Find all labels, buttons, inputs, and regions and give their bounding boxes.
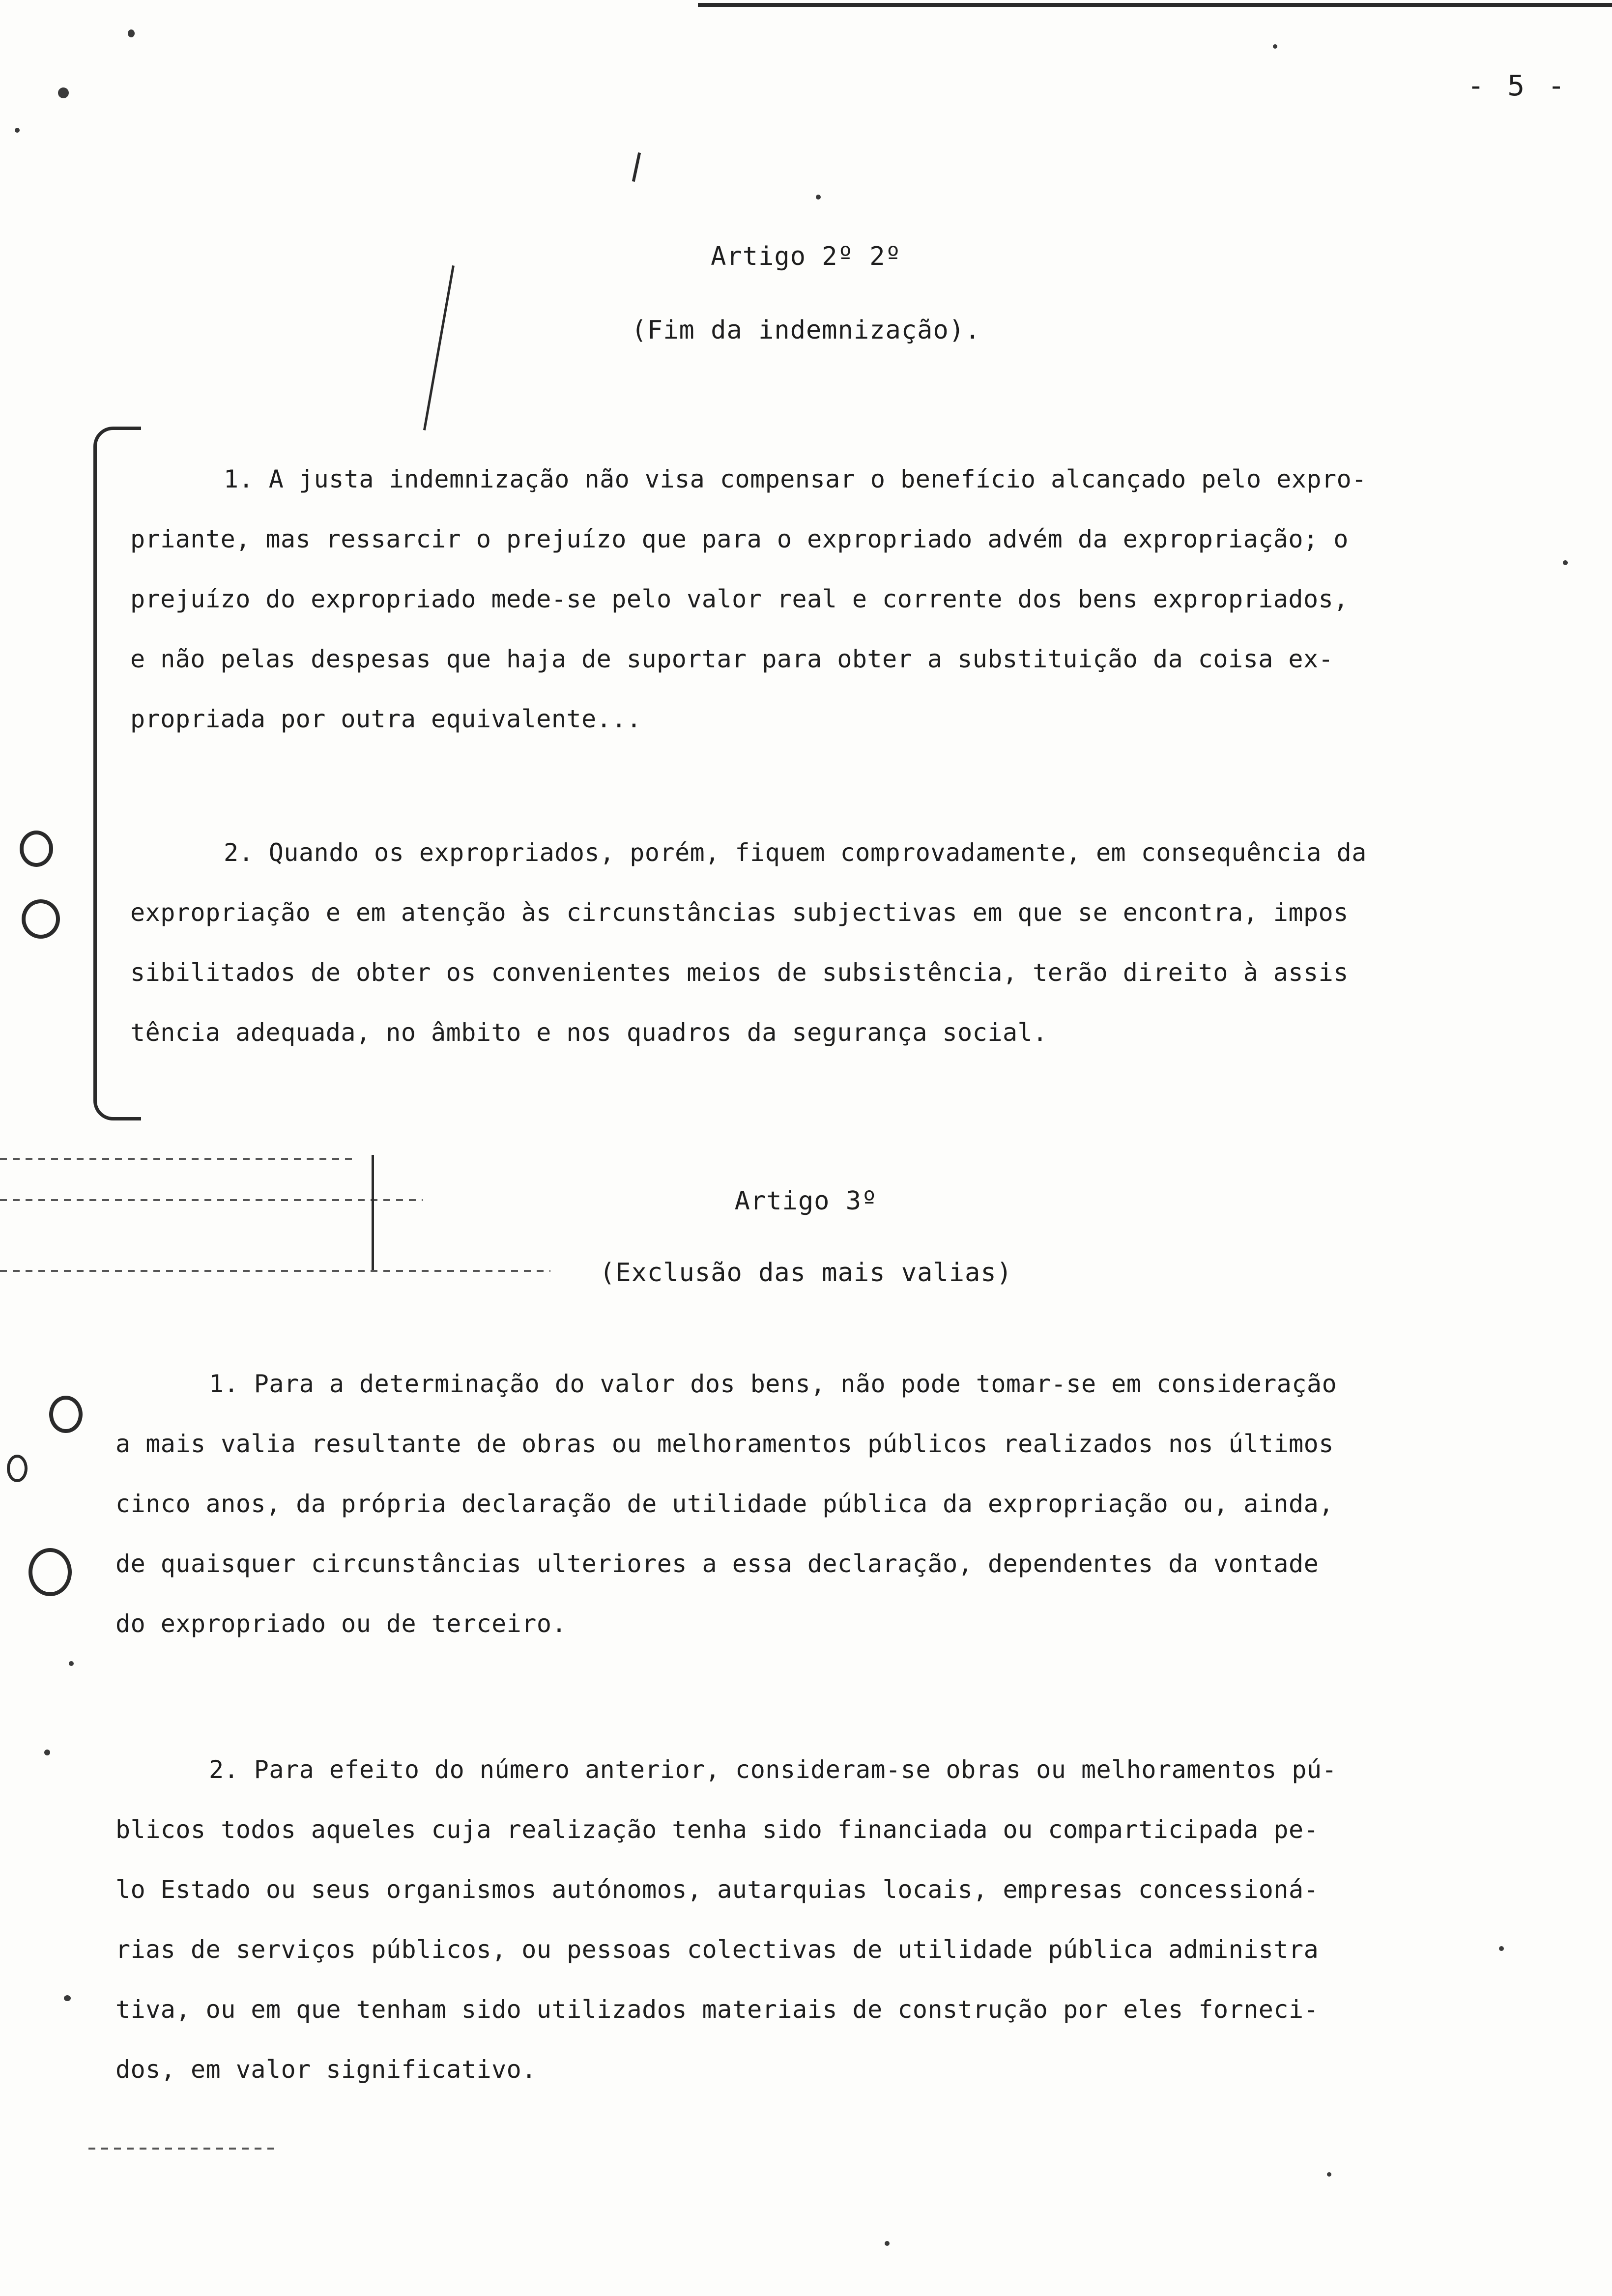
- scan-artifact-dashes: [0, 1158, 354, 1160]
- text-line: dos, em valor significativo.: [115, 2055, 537, 2084]
- article-2-subtitle: (Fim da indemnização).: [631, 316, 981, 345]
- margin-circle-mark: [49, 1396, 83, 1433]
- top-edge-rule: [698, 3, 1612, 7]
- scan-speck: [64, 1995, 71, 2001]
- scan-speck: [44, 1750, 50, 1755]
- scan-speck: [15, 128, 20, 133]
- text-line: de quaisquer circunstâncias ulteriores a essa declaração, dependentes da vontade: [115, 1550, 1319, 1578]
- text-line: 2. Para efeito do número anterior, consideram-se obras ou melhoramentos pú-: [209, 1755, 1337, 1784]
- text-line: blicos todos aqueles cuja realização tenha sido financiada ou comparticipada pe-: [115, 1815, 1319, 1844]
- scan-speck: [885, 2241, 890, 2246]
- text-line: 1. Para a determinação do valor dos bens, não pode tomar-se em consideração: [209, 1370, 1337, 1398]
- scan-speck: [1327, 2172, 1331, 2177]
- text-line: sibilitados de obter os convenientes meios de subsistência, terão direito à assis: [130, 958, 1349, 987]
- scan-speck: [1563, 560, 1568, 565]
- scan-artifact-dashes: [88, 2148, 275, 2150]
- text-line: tiva, ou em que tenham sido utilizados materiais de construção por eles forneci-: [115, 1995, 1319, 2024]
- text-line: do expropriado ou de terceiro.: [115, 1609, 567, 1638]
- scan-speck: [128, 29, 135, 37]
- article-3-paragraph-1: [115, 1354, 1585, 1654]
- article-2-paragraph-2: [130, 823, 1585, 1062]
- page-number: - 5 -: [1467, 69, 1568, 102]
- article-2-paragraph-1: [130, 449, 1585, 749]
- handwritten-slash-mark: [632, 152, 641, 182]
- margin-circle-mark: [7, 1455, 28, 1482]
- text-line: a mais valia resultante de obras ou melhoramentos públicos realizados nos últimos: [115, 1430, 1334, 1458]
- margin-circle-mark: [29, 1548, 72, 1596]
- scan-speck: [69, 1661, 74, 1666]
- article-3-subtitle: (Exclusão das mais valias): [600, 1258, 1012, 1288]
- margin-circle-mark: [22, 899, 60, 939]
- scan-speck: [1273, 44, 1277, 49]
- text-line: cinco anos, da própria declaração de utilidade pública da expropriação ou, ainda,: [115, 1490, 1334, 1518]
- text-line: tência adequada, no âmbito e nos quadros da segurança social.: [130, 1018, 1048, 1047]
- text-line: rias de serviços públicos, ou pessoas colectivas de utilidade pública administra: [115, 1935, 1319, 1964]
- article-3-title: Artigo 3º: [734, 1186, 878, 1216]
- article-3-paragraph-2: [115, 1740, 1585, 2099]
- text-line: prejuízo do expropriado mede-se pelo valor real e corrente dos bens expropriados,: [130, 585, 1349, 613]
- text-line: expropriação e em atenção às circunstâncias subjectivas em que se encontra, impos: [130, 898, 1349, 927]
- scan-speck: [816, 195, 821, 200]
- text-line: 2. Quando os expropriados, porém, fiquem comprovadamente, em consequência da: [224, 838, 1367, 867]
- text-line: lo Estado ou seus organismos autónomos, autarquias locais, empresas concessioná-: [115, 1875, 1319, 1904]
- text-line: propriada por outra equivalente...: [130, 705, 642, 733]
- text-line: priante, mas ressarcir o prejuízo que para o expropriado advém da expropriação; o: [130, 525, 1349, 553]
- handwritten-diagonal-line: [423, 265, 455, 430]
- text-line: e não pelas despesas que haja de suportar para obter a substituição da coisa ex-: [130, 645, 1334, 673]
- text-line: 1. A justa indemnização não visa compensar o benefício alcançado pelo expro-: [224, 465, 1367, 493]
- scan-speck: [1499, 1946, 1504, 1951]
- scan-speck: [58, 87, 69, 98]
- article-2-title: Artigo 2º 2º: [711, 242, 901, 271]
- margin-circle-mark: [20, 831, 53, 867]
